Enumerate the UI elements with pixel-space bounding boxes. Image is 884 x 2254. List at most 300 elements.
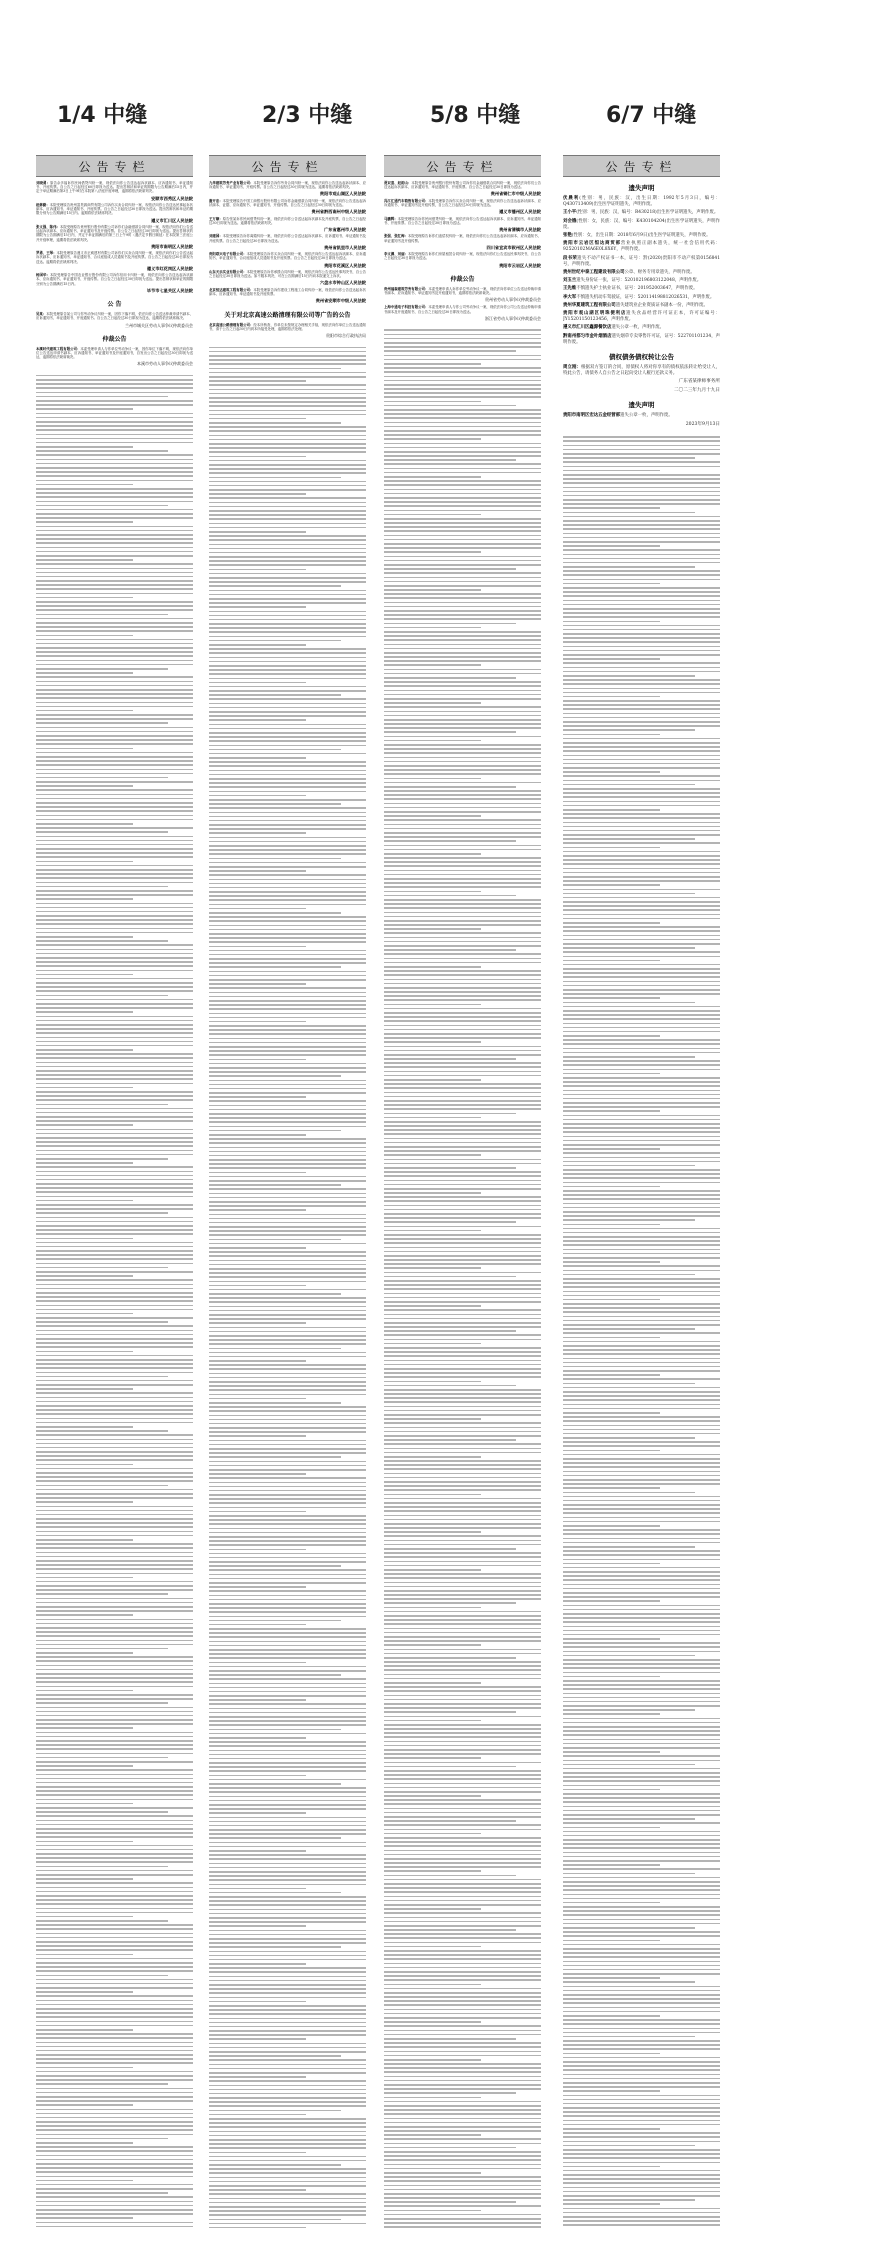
text-line-texture [209, 376, 366, 378]
notice-text: 不慎遗失机动车驾驶证，证号：520114198812026531，声明作废。 [576, 294, 715, 300]
text-line-texture [384, 1795, 481, 1797]
text-line-texture [563, 1073, 660, 1075]
notice-text: 本院受理原告诉你买卖合同纠纷一案，现依法向你公告送达起诉状副本、应诉通知书、举证通知书及开庭传票，自公告之日起经过30日即视为送达。 [384, 198, 541, 208]
text-line-texture [209, 1636, 366, 1638]
text-line-texture [563, 1182, 720, 1184]
text-line-texture [384, 899, 541, 901]
text-line-texture [384, 1716, 541, 1718]
text-line-texture [563, 679, 720, 681]
text-line-texture [563, 830, 720, 832]
text-line-texture [384, 2172, 481, 2174]
text-line-texture [209, 1377, 366, 1379]
text-line-texture [384, 1745, 541, 1747]
text-line-texture [36, 1577, 133, 1579]
text-line-texture [209, 1440, 366, 1442]
text-line-texture [209, 1163, 366, 1165]
text-line-texture [209, 1004, 366, 1006]
text-line-texture [563, 1152, 720, 1154]
text-line-texture [209, 1817, 366, 1819]
text-line-texture [209, 514, 366, 516]
text-line-texture [209, 1134, 306, 1136]
text-line-texture [563, 1270, 720, 1272]
text-line-texture [209, 577, 366, 579]
text-line-texture [36, 940, 168, 942]
text-line-texture [36, 2159, 193, 2161]
text-line-texture [209, 2164, 341, 2166]
text-line-texture [36, 1861, 193, 1863]
text-line-texture [209, 870, 306, 872]
text-line-texture [384, 1121, 541, 1123]
text-line-texture [209, 1695, 366, 1697]
text-line-texture [384, 811, 541, 813]
text-line-texture [209, 2202, 366, 2204]
text-line-texture [384, 2218, 541, 2220]
text-line-texture [36, 392, 193, 394]
text-line-texture [384, 2138, 541, 2140]
text-line-texture [563, 600, 720, 602]
text-line-texture [384, 991, 541, 993]
text-line-texture [209, 1172, 306, 1174]
section-title: 关于对北京高速公路清理有限公司等广告的公告 [224, 311, 351, 319]
text-line-texture [36, 2171, 193, 2173]
text-line-texture [384, 1912, 541, 1914]
text-line-texture [563, 537, 720, 539]
text-line-texture [563, 1299, 660, 1301]
text-line-texture [563, 1831, 720, 1833]
notice-paragraph [384, 199, 541, 207]
text-line-texture [36, 1401, 193, 1403]
text-line-texture [563, 1626, 720, 1628]
text-line-texture [384, 505, 541, 507]
text-line-texture [209, 472, 366, 474]
text-line-texture [563, 1504, 720, 1506]
text-line-texture [384, 1594, 541, 1596]
notice-paragraph [563, 241, 720, 253]
text-line-texture [563, 935, 720, 937]
text-line-texture [209, 1272, 366, 1274]
text-line-texture [36, 764, 193, 766]
text-line-texture [384, 702, 481, 704]
text-line-texture [384, 1255, 541, 1257]
text-line-texture [563, 1931, 720, 1933]
text-line-texture [36, 2205, 193, 2207]
text-line-texture [36, 1619, 193, 1621]
text-line-texture [384, 790, 541, 792]
text-line-texture [563, 1115, 720, 1117]
text-line-texture [384, 949, 516, 951]
text-line-texture [384, 480, 541, 482]
notice-text: 公章、财务专用章遗失，声明作废。 [624, 270, 695, 276]
notice-text: 本院受理原告贵州富昊源商贸有限公司诉你买卖合同纠纷一案，现依法向你公告送达民事起诉状副本、应诉通知书、举证通知书、开庭传票。自公告之日起经过30日即视为送达。提出答辩状和举证的期限分别为公告期满后15日内。逾期将依法缺席判决。 [36, 203, 193, 216]
text-line-texture [384, 329, 541, 331]
text-line-texture [563, 2166, 660, 2168]
text-line-texture [36, 1120, 193, 1122]
court-signature: 贵阳市云岩区人民法院 [499, 262, 541, 268]
text-line-texture [209, 2114, 306, 2116]
text-line-texture [384, 1293, 541, 1295]
text-line-texture [36, 555, 193, 557]
text-line-texture [384, 1079, 481, 1081]
text-line-texture [209, 1343, 366, 1345]
text-line-texture [384, 1967, 541, 1969]
text-line-texture [563, 767, 720, 769]
text-line-texture [36, 609, 193, 611]
text-line-texture [563, 524, 720, 526]
text-line-texture [36, 1891, 193, 1893]
text-line-texture [563, 2061, 720, 2063]
text-line-texture [36, 1091, 193, 1093]
notice-paragraph [209, 252, 366, 260]
text-line-texture [209, 1528, 366, 1530]
text-line-texture [36, 1062, 193, 1064]
text-line-texture [36, 970, 193, 972]
text-line-texture [563, 993, 720, 995]
section-title: 仲裁公告 [102, 335, 127, 343]
text-line-texture [209, 1385, 366, 1387]
text-line-texture [384, 468, 541, 470]
text-line-texture [384, 1565, 541, 1567]
text-line-texture [209, 1071, 366, 1073]
text-line-texture [563, 1328, 695, 1330]
text-line-texture [563, 683, 720, 685]
text-line-texture [384, 472, 541, 474]
text-line-texture [563, 1994, 720, 1996]
text-line-texture [36, 1669, 193, 1671]
text-line-texture [563, 1776, 720, 1778]
text-line-texture [384, 1498, 541, 1500]
text-line-texture [209, 803, 341, 805]
text-line-texture [209, 1444, 366, 1446]
text-line-texture [209, 786, 366, 788]
text-line-texture [209, 891, 366, 893]
text-line-texture [209, 1632, 366, 1634]
text-line-texture [384, 757, 541, 759]
text-line-texture [209, 1662, 306, 1664]
text-line-texture [209, 485, 366, 487]
text-line-texture [209, 1775, 306, 1777]
notice-paragraph [209, 217, 366, 225]
text-line-texture [36, 375, 193, 377]
text-line-texture [384, 551, 481, 553]
text-line-texture [384, 1749, 541, 1751]
text-line-texture [384, 2017, 541, 2019]
text-line-texture [384, 1766, 516, 1768]
text-line-texture [209, 987, 366, 989]
text-line-texture [563, 1894, 720, 1896]
court-signature: 广东省惠州市人民法院 [324, 227, 366, 233]
text-line-texture [384, 1661, 541, 1663]
notice-addressee: 王万顺： [209, 216, 223, 221]
text-line-texture [563, 2019, 720, 2021]
text-line-texture [563, 1349, 720, 1351]
text-line-texture [36, 647, 193, 649]
text-line-texture [209, 979, 366, 981]
text-line-texture [36, 890, 193, 892]
text-line-texture [36, 1325, 193, 1327]
text-line-texture [563, 1621, 720, 1623]
text-line-texture [209, 531, 306, 533]
text-line-texture [209, 1787, 366, 1789]
text-line-texture [36, 1497, 193, 1499]
text-line-texture [209, 1364, 366, 1366]
text-line-texture [209, 1766, 366, 1768]
text-line-texture [209, 2005, 366, 2007]
notice-text: 遗失烟草专卖零售许可证，证号：522701101234，声明作废。 [563, 333, 720, 345]
text-line-texture [563, 884, 660, 886]
text-line-texture [563, 1592, 720, 1594]
text-line-texture [36, 614, 168, 616]
text-line-texture [36, 513, 193, 515]
text-line-texture [36, 2180, 133, 2182]
text-line-texture [563, 566, 695, 568]
text-line-texture [209, 1038, 366, 1040]
text-line-texture [209, 640, 341, 642]
text-line-texture [384, 1452, 541, 1454]
text-line-texture [209, 1984, 366, 1986]
text-line-texture [563, 2023, 720, 2025]
text-line-texture [563, 1998, 720, 2000]
text-line-texture [209, 1322, 306, 1324]
text-line-texture [36, 1543, 193, 1545]
text-line-texture [209, 879, 366, 881]
text-line-texture [384, 2185, 541, 2187]
text-line-texture [36, 1145, 193, 1147]
text-line-texture [384, 1837, 541, 1839]
text-line-texture [384, 723, 541, 725]
text-line-texture [384, 1925, 541, 1927]
text-line-texture [563, 1847, 720, 1849]
notice-paragraph [384, 181, 541, 189]
text-line-texture [384, 2201, 516, 2203]
text-line-texture [209, 1197, 366, 1199]
text-line-texture [36, 1736, 193, 1738]
text-line-texture [384, 1707, 541, 1709]
text-line-texture [209, 443, 366, 445]
text-line-texture [384, 1891, 541, 1893]
text-line-texture [209, 1544, 366, 1546]
text-line-texture [563, 775, 720, 777]
text-line-texture [36, 2117, 193, 2119]
text-line-texture [36, 2079, 193, 2081]
text-line-texture [384, 2147, 516, 2149]
text-line-texture [36, 1941, 193, 1943]
text-line-texture [384, 1029, 541, 1031]
notice-text: 营业执照正副本遗失，统一社会信用代码：92520102MA6E0L8X6Y，声明作废。 [563, 241, 720, 253]
text-line-texture [209, 2047, 366, 2049]
court-signature: 贵州省安顺市中级人民法院 [315, 298, 366, 304]
text-line-texture [384, 405, 516, 407]
text-line-texture [384, 1573, 541, 1575]
text-line-texture [384, 371, 541, 373]
text-line-texture [384, 1665, 541, 1667]
text-line-texture [36, 1028, 193, 1030]
text-line-texture [563, 1563, 660, 1565]
notice-paragraph [563, 303, 720, 309]
notice-text: 本院受理原告贵州银行股份有限公司诉你们金融借款合同纠纷一案，现依法向你们公告送达起诉状副本、应诉通知书、举证通知书及开庭传票。自公告之日起经过30日即视为送达。提出答辩状的期限为公告期满后15日内，并定于举证期满后的第三日上午9时（遇法定节假日顺延）在本院第三法庭公开开庭审理，逾期将依法缺席判决。 [36, 225, 193, 242]
text-line-texture [36, 618, 193, 620]
notice-paragraph [36, 273, 193, 286]
notice-paragraph [209, 234, 366, 242]
notice-addressee: 伏晨利 [563, 196, 580, 201]
text-line-texture [384, 392, 541, 394]
text-line-texture [563, 1785, 720, 1787]
text-line-texture [209, 1850, 306, 1852]
text-line-texture [209, 1448, 366, 1450]
text-line-texture [563, 1069, 720, 1071]
text-line-texture [209, 1934, 366, 1936]
text-line-texture [563, 449, 720, 451]
text-line-texture [36, 1212, 168, 1214]
text-line-texture [563, 1303, 720, 1305]
text-line-texture [384, 970, 541, 972]
text-line-texture [209, 2185, 366, 2187]
text-line-texture [36, 1828, 193, 1830]
text-line-texture [384, 1703, 541, 1705]
text-line-texture [563, 813, 720, 815]
text-line-texture [209, 1971, 366, 1973]
text-line-texture [563, 704, 720, 706]
court-signature: 四川省宜宾市叙州区人民法院 [486, 244, 541, 250]
text-line-texture [563, 1412, 660, 1414]
text-line-texture [36, 597, 133, 599]
text-line-texture [563, 1877, 720, 1879]
text-line-texture [209, 678, 366, 680]
text-line-texture [36, 601, 193, 603]
text-line-texture [36, 563, 193, 565]
text-line-texture [384, 1556, 541, 1558]
text-line-texture [36, 1246, 193, 1248]
text-line-texture [36, 1765, 133, 1767]
text-line-texture [563, 1940, 660, 1942]
notice-addressee: 贵阳市观山湖区明珠便利店 [563, 311, 627, 317]
text-line-texture [209, 1670, 366, 1672]
notice-addressee: 周立刚： [563, 365, 581, 371]
text-line-texture [36, 1049, 133, 1051]
text-line-texture [36, 1945, 193, 1947]
text-line-texture [209, 2097, 366, 2099]
text-line-texture [209, 912, 341, 914]
text-line-texture [384, 1393, 541, 1395]
notice-paragraph [36, 312, 193, 320]
text-line-texture [36, 1606, 193, 1608]
text-line-texture [563, 1860, 720, 1862]
text-line-texture [563, 1282, 720, 1284]
text-line-texture [384, 438, 481, 440]
text-line-texture [384, 769, 541, 771]
column-body [384, 181, 541, 321]
text-line-texture [36, 1095, 193, 1097]
text-line-texture [36, 467, 193, 469]
text-line-texture [563, 1056, 695, 1058]
text-line-texture [384, 1657, 516, 1659]
text-line-texture [36, 1196, 193, 1198]
notice-addressee: 贵州福森建筑劳务有限公司： [384, 287, 429, 292]
text-line-texture [209, 1415, 366, 1417]
text-line-texture [209, 916, 366, 918]
text-line-texture [209, 1569, 366, 1571]
text-line-texture [384, 1309, 541, 1311]
text-line-texture [384, 1192, 481, 1194]
text-line-texture [36, 2209, 193, 2211]
notice-text: 原告余多福诉你民间借贷纠纷一案，现依法向你公告送达起诉状副本、应诉通知书、举证通知书、开庭传票。自公告之日起经过60日即视为送达。提出答辩状和举证的期限为公告期满后15日内，并定于举证期满后第3日上午9时在本院第八法庭开庭审理，逾期将依法缺席判决。 [36, 181, 193, 194]
text-line-texture [563, 1131, 720, 1133]
text-line-texture [563, 1378, 720, 1380]
text-line-texture [563, 2178, 720, 2180]
text-line-texture [209, 749, 341, 751]
text-line-texture [384, 1041, 481, 1043]
text-line-texture [563, 893, 695, 895]
text-line-texture [209, 1142, 366, 1144]
text-line-texture [384, 999, 541, 1001]
text-line-texture [209, 1456, 341, 1458]
notice-addressee: 贵阳联兴电子有限公司： [209, 252, 247, 257]
text-line-texture [563, 1127, 720, 1129]
text-line-texture [563, 847, 660, 849]
text-line-texture [384, 794, 541, 796]
text-line-texture [384, 1376, 541, 1378]
text-line-texture [563, 1981, 695, 1983]
text-line-texture [36, 484, 133, 486]
text-line-texture [209, 1557, 366, 1559]
text-line-texture [384, 350, 516, 352]
text-line-texture [36, 664, 193, 666]
text-line-texture [384, 1410, 541, 1412]
text-line-texture [209, 1276, 366, 1278]
text-line-texture [36, 2125, 193, 2127]
text-line-texture [36, 1233, 193, 1235]
text-line-texture [209, 1214, 366, 1216]
text-line-texture [384, 1829, 541, 1831]
notice-paragraph [36, 181, 193, 194]
text-line-texture [36, 1179, 193, 1181]
text-line-texture [384, 1263, 541, 1265]
text-line-texture [209, 2223, 366, 2225]
text-line-texture [36, 1887, 193, 1889]
text-line-texture [384, 1456, 481, 1458]
text-line-texture [209, 1519, 366, 1521]
text-line-texture [384, 547, 541, 549]
text-line-texture [384, 1674, 541, 1676]
text-line-texture [36, 727, 193, 729]
text-line-texture [384, 937, 541, 939]
text-line-texture [384, 1753, 541, 1755]
text-line-texture [384, 396, 541, 398]
text-line-texture [563, 549, 720, 551]
text-line-texture [209, 711, 366, 713]
text-line-texture [209, 724, 366, 726]
text-line-texture [384, 1858, 541, 1860]
issuer-signature: 浙江省劳动人事争议仲裁委员会 [485, 315, 541, 321]
text-line-texture [36, 2184, 193, 2186]
text-line-texture [563, 863, 720, 865]
text-line-texture [36, 1405, 193, 1407]
text-line-texture [36, 1526, 193, 1528]
text-line-texture [36, 517, 193, 519]
text-line-texture [384, 2046, 541, 2048]
notice-text: (性别：男，民族：汉，出生日期：1992年5月3日，编号：Q430713409)出生医学证明遗失，声明作废。 [563, 196, 720, 208]
notice-text: 本院受理原告中国农业银行股份有限公司诉你信用卡纠纷一案，现依法向你公告送达起诉状副本、应诉通知书、举证通知书、开庭传票。自公告之日起经过30日即视为送达。提出答辩状和举证的期限分别为公告期满后15日内。 [36, 273, 193, 286]
text-line-texture [209, 2001, 306, 2003]
text-line-texture [209, 606, 306, 608]
text-line-texture [209, 1063, 366, 1065]
text-line-texture [384, 1326, 541, 1328]
text-line-texture [209, 1339, 366, 1341]
text-line-texture [209, 698, 366, 700]
text-line-texture [209, 456, 306, 458]
text-line-texture [209, 971, 366, 973]
text-line-texture [209, 1080, 366, 1082]
text-line-texture [36, 1258, 193, 1260]
